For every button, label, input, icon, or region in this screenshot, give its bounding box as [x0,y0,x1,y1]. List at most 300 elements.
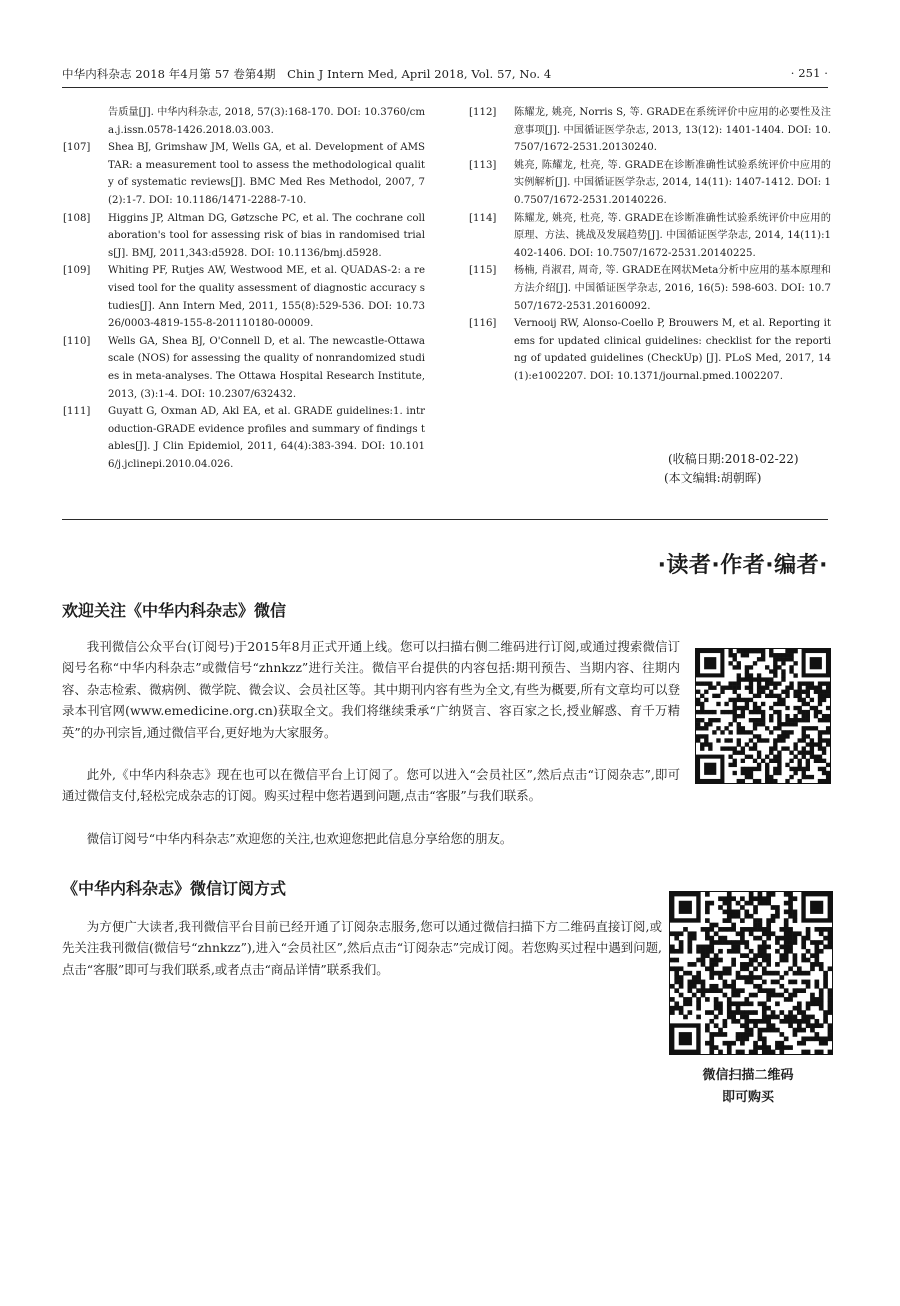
qr-module [828,1028,832,1033]
qr-module [727,966,732,971]
qr-module [701,927,706,932]
qr-module [806,931,811,936]
qr-module [714,1045,719,1050]
qr-module [822,771,826,775]
qr-module [705,1028,710,1033]
qr-module [823,1036,828,1041]
qr-module [745,665,749,669]
qr-module [709,945,714,950]
received-info [664,450,799,488]
qr-module [777,734,781,738]
qr-module [733,653,737,657]
qr-module [740,975,745,980]
qr-module [806,1023,811,1028]
reference-item [469,157,831,210]
qr-module [766,927,771,932]
qr-module [828,936,832,941]
qr-module [674,966,679,971]
qr-module [802,775,806,779]
qr-module [720,746,724,750]
qr-module [740,953,745,958]
qr-module [757,677,761,681]
qr-caption-line: 即可购买 [721,1090,774,1105]
qr-module [704,738,708,742]
qr-module [723,984,728,989]
qr-module [709,1010,714,1015]
qr-module [814,1032,819,1037]
qr-module [727,1050,732,1054]
qr-module [749,1028,754,1033]
qr-module [757,779,761,783]
qr-module [741,767,745,771]
qr-module [744,997,749,1002]
qr-module [731,984,736,989]
qr-module [798,706,802,710]
qr-module [801,953,806,958]
qr-module [765,681,769,685]
qr-module [733,763,737,767]
section-divider [62,519,828,520]
qr-module [753,702,757,706]
qr-module [828,940,832,945]
qr-module [753,966,758,971]
qr-module [741,730,745,734]
qr-module [753,1045,758,1050]
qr-module [814,755,818,759]
reference-item [63,403,425,473]
qr-module [728,755,732,759]
qr-module [740,1041,745,1046]
qr-module [779,1050,784,1054]
qr-module [744,966,749,971]
qr-module [762,1036,767,1041]
qr-module [785,653,789,657]
reference-number: [113] [469,159,497,171]
qr-module [793,767,797,771]
qr-module [683,927,688,932]
qr-module [727,949,732,954]
qr-module [802,755,806,759]
qr-module [749,901,754,906]
reference-number: [107] [63,142,91,154]
qr-module [757,755,761,759]
qr-module [740,1015,745,1020]
qr-module [806,958,811,963]
qr-module [789,759,793,763]
qr-module [737,742,741,746]
qr-module [753,661,757,665]
qr-module [793,649,797,653]
qr-module [814,997,819,1002]
qr-module [757,657,761,661]
qr-module [709,923,714,928]
qr-module [758,892,763,897]
qr-module [769,706,773,710]
qr-module [670,958,675,963]
qr-module [814,984,819,989]
qr-module [714,940,719,945]
qr-module [802,681,806,685]
qr-module [793,694,797,698]
qr-module [753,706,757,710]
qr-module [727,1041,732,1046]
qr-module [784,910,789,915]
qr-module [793,971,798,976]
qr-module [802,746,806,750]
qr-module [762,945,767,950]
qr-module [788,966,793,971]
qr-module [781,657,785,661]
qr-module [679,984,684,989]
qr-module [773,681,777,685]
qr-module [733,690,737,694]
qr-module [731,914,736,919]
qr-module [705,892,710,897]
qr-module [806,936,811,941]
qr-module [674,1006,679,1011]
qr-module [737,694,741,698]
qr-module [709,962,714,967]
qr-module [749,1010,754,1015]
qr-module [709,966,714,971]
qr-module [757,734,761,738]
qr-module [718,949,723,954]
qr-module [777,767,781,771]
qr-module [797,1041,802,1046]
qr-module [718,1001,723,1006]
qr-module [797,1028,802,1033]
qr-module [716,726,720,730]
qr-module [777,763,781,767]
column-title: ·读者·作者·编者· [657,553,828,578]
qr-module [773,771,777,775]
qr-module [740,940,745,945]
qr-module [712,694,716,698]
qr-module [826,686,830,690]
qr-module [688,1001,693,1006]
qr-caption [660,1065,836,1109]
qr-module [741,771,745,775]
qr-module [802,751,806,755]
qr-module [797,971,802,976]
qr-module [736,914,741,919]
running-header [62,66,828,86]
qr-module [798,690,802,694]
qr-module [753,677,757,681]
qr-module [705,918,710,923]
qr-module [793,1015,798,1020]
qr-module [679,949,684,954]
reference-number: [111] [63,406,91,418]
qr-module [828,1001,832,1006]
qr-module [737,706,741,710]
qr-module [674,949,679,954]
qr-module [801,936,806,941]
qr-module [705,905,710,910]
qr-module [797,1019,802,1024]
qr-module [788,901,793,906]
qr-module [806,1006,811,1011]
qr-module [828,1032,832,1037]
qr-module [781,653,785,657]
qr-module [740,988,745,993]
qr-module [777,653,781,657]
notice-paragraph: 我刊微信公众平台(订阅号)于2015年8月正式开通上线。您可以扫描右侧二维码进行订阅,或通过搜索微信订阅号名称“中华内科杂志”或微信号“zhnkzz”进行关注。微信平台提供的内容包括:期刊预告、当期内容、往期内容、杂志检索、微病例、微学院、微会议、会员社区等。其中期刊内容有些为全文,有些为概要,所有文章均可以登录本刊官网(www.emedicine.org.cn)获取全文。我们将继续秉承“广纳贤言、容百家之长,授业解惑、育千万精英”的办刊宗旨,通过微信平台,更好地为大家服务。 [62,639,680,740]
qr-module [781,661,785,665]
qr-module [674,1001,679,1006]
qr-module [806,1019,811,1024]
qr-module [789,665,793,669]
qr-module [757,751,761,755]
qr-module [784,1015,789,1020]
qr-module [731,949,736,954]
qr-module [700,726,704,730]
reference-item [469,315,831,385]
qr-module [781,738,785,742]
qr-module [819,966,824,971]
qr-module [696,997,701,1002]
qr-module [762,1010,767,1015]
qr-module [793,936,798,941]
qr-module [744,901,749,906]
qr-module [679,931,684,936]
qr-module [674,980,679,985]
qr-module [819,940,824,945]
qr-module [771,993,776,998]
qr-module [728,730,732,734]
qr-module [709,927,714,932]
qr-module [749,1050,754,1054]
qr-module [822,738,826,742]
qr-module [749,771,753,775]
qr-module [801,1036,806,1041]
qr-module [775,1045,780,1050]
qr-module [731,1010,736,1015]
qr-module [757,718,761,722]
qr-module [826,714,830,718]
qr-module [733,759,737,763]
qr-module [737,722,741,726]
qr-module [745,677,749,681]
qr-module [758,975,763,980]
qr-module [723,910,728,915]
qr-module [731,923,736,928]
qr-module [769,751,773,755]
qr-module [700,694,704,698]
qr-module [793,953,798,958]
qr-module [769,759,773,763]
qr-module [766,971,771,976]
qr-module [793,706,797,710]
qr-module [788,1019,793,1024]
qr-module [773,686,777,690]
qr-module [723,971,728,976]
qr-module [749,980,754,985]
qr-module [765,694,769,698]
qr-module [753,953,758,958]
qr-module [777,714,781,718]
qr-module [788,892,793,897]
qr-module [773,669,777,673]
qr-finder-pattern [810,901,823,914]
qr-module [744,962,749,967]
qr-module [714,1006,719,1011]
qr-module [822,751,826,755]
qr-module [745,653,749,657]
qr-module [727,914,732,919]
qr-module [762,931,767,936]
qr-module [818,690,822,694]
qr-module [744,1010,749,1015]
qr-module [801,1015,806,1020]
qr-module [793,1028,798,1033]
qr-module [826,681,830,685]
qr-module [788,910,793,915]
qr-module [696,949,701,954]
qr-module [749,896,754,901]
qr-module [823,971,828,976]
qr-module [777,759,781,763]
qr-module [775,936,780,941]
qr-module [733,751,737,755]
qr-module [728,653,732,657]
qr-module [819,1023,824,1028]
qr-module [720,730,724,734]
qr-module [793,1032,798,1037]
qr-module [814,1036,819,1041]
qr-module [797,1023,802,1028]
qr-module [718,1050,723,1054]
qr-module [777,665,781,669]
qr-module [771,892,776,897]
qr-module [745,730,749,734]
qr-module [797,1001,802,1006]
qr-module [737,730,741,734]
qr-module [806,984,811,989]
qr-module [740,936,745,941]
qr-module [802,767,806,771]
qr-module [749,971,754,976]
qr-module [784,940,789,945]
reference-item [469,210,831,263]
qr-module [683,1001,688,1006]
qr-module [793,980,798,985]
qr-module [705,949,710,954]
qr-module [814,1050,819,1054]
qr-module [731,927,736,932]
qr-module [806,681,810,685]
qr-module [696,734,700,738]
qr-module [779,936,784,941]
qr-module [758,1045,763,1050]
qr-module [784,892,789,897]
qr-module [766,931,771,936]
qr-module [700,734,704,738]
qr-module [801,940,806,945]
qr-module [745,771,749,775]
qr-module [814,949,819,954]
qr-module [828,966,832,971]
qr-module [733,714,737,718]
qr-module [806,980,811,985]
qr-module [749,775,753,779]
qr-module [744,1036,749,1041]
header-rule [62,87,828,88]
qr-finder-pattern [679,901,692,914]
qr-module [723,1032,728,1037]
qr-module [716,718,720,722]
qr-module [741,710,745,714]
qr-module [789,751,793,755]
qr-module [788,997,793,1002]
qr-module [696,681,700,685]
qr-module [828,945,832,950]
qr-module [674,958,679,963]
qr-module [766,892,771,897]
qr-module [823,980,828,985]
qr-module [749,730,753,734]
qr-module [818,698,822,702]
qr-module [714,953,719,958]
qr-module [709,975,714,980]
qr-module [679,966,684,971]
qr-module [761,714,765,718]
qr-module [769,669,773,673]
qr-module [773,746,777,750]
qr-module [753,905,758,910]
qr-module [679,1010,684,1015]
reference-text: Shea BJ, Grimshaw JM, Wells GA, et al. Development of AMSTAR: a measurement tool to assess the methodological quality of systematic reviews[J]. BMC Med Res Methodol, 2007, 7(2):1-7. DOI: 10.1186/1471-2288-7-10. [108,142,425,206]
qr-module [744,1028,749,1033]
qr-module [762,1001,767,1006]
reference-number: [112] [469,107,497,118]
qr-module [723,896,728,901]
qr-module [779,1045,784,1050]
qr-module [705,966,710,971]
qr-module [806,775,810,779]
qr-module [723,918,728,923]
qr-module [823,984,828,989]
qr-module [810,686,814,690]
qr-module [757,681,761,685]
qr-module [784,1036,789,1041]
qr-module [758,923,763,928]
qr-module [749,649,753,653]
qr-module [798,710,802,714]
qr-module [784,953,789,958]
qr-module [762,1028,767,1033]
qr-module [819,1006,824,1011]
qr-module [766,953,771,958]
qr-module [762,966,767,971]
qr-module [753,779,757,783]
qr-module [688,997,693,1002]
qr-module [819,927,824,932]
qr-module [823,1041,828,1046]
qr-module [716,681,720,685]
qr-module [810,940,815,945]
qr-module [683,997,688,1002]
notice-paragraph: 此外,《中华内科杂志》现在也可以在微信平台上订阅了。您可以进入“会员社区”,然后点击“订阅杂志”,即可通过微信支付,轻松完成杂志的订阅。购买过程中您若遇到问题,点击“客服”与我们联系。 [62,767,680,804]
qr-module [745,767,749,771]
qr-module [797,1010,802,1015]
qr-module [736,1050,741,1054]
qr-module [744,1015,749,1020]
qr-module [793,896,798,901]
qr-module [765,779,769,783]
qr-module [737,751,741,755]
qr-module [773,742,777,746]
